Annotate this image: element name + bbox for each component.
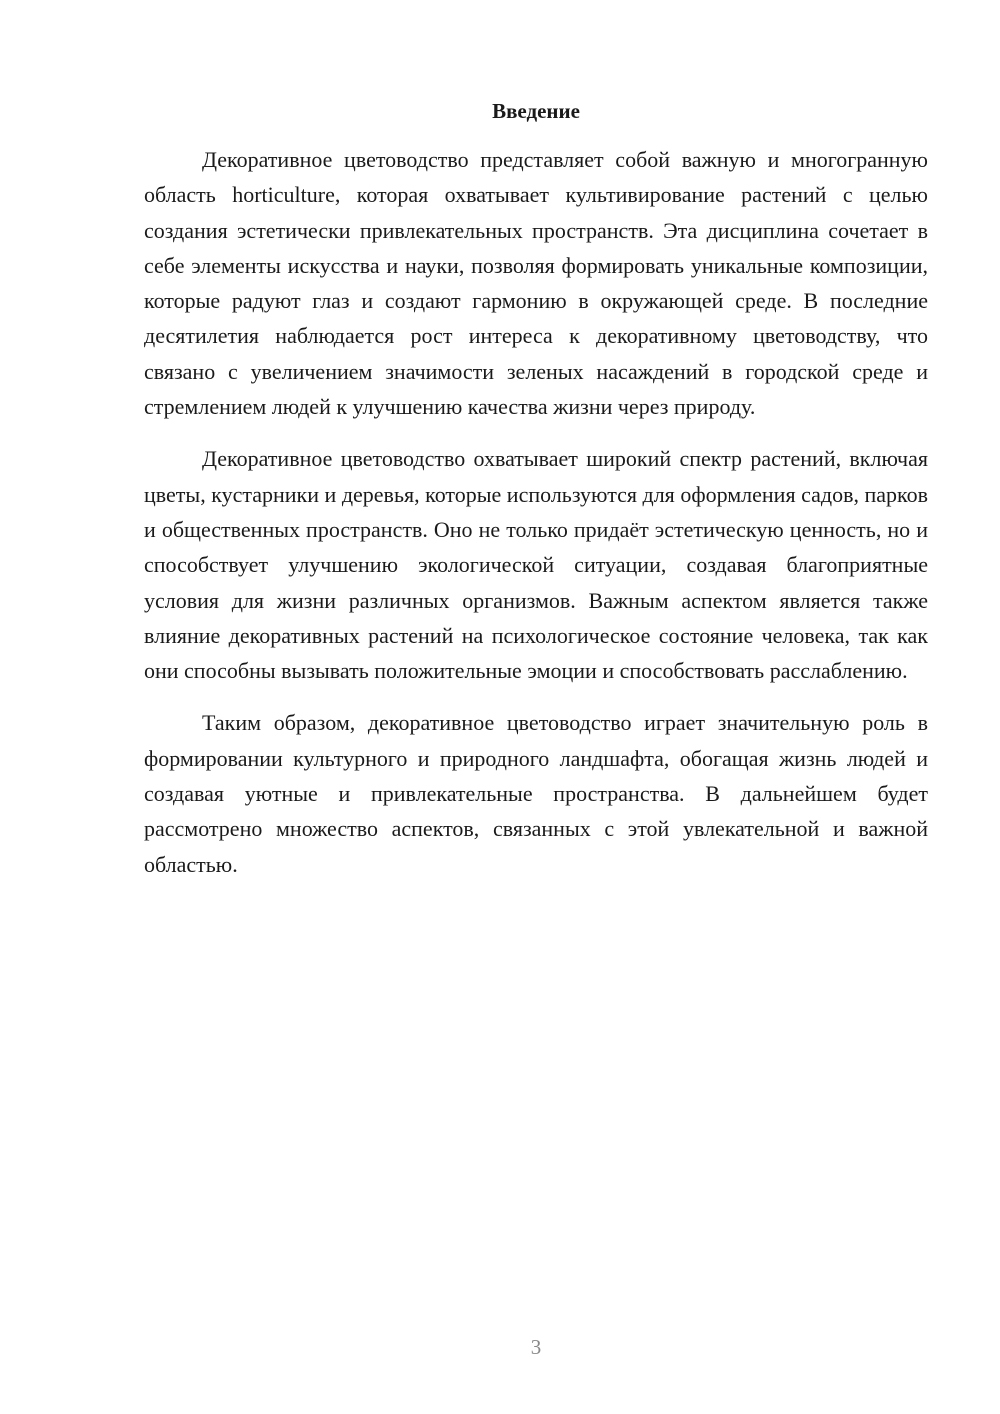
page-number: 3 — [530, 1335, 542, 1359]
paragraph-3: Таким образом, декоративное цветоводство играет значительную роль в формировании культурного и природного ландшафта, обогащая жизнь людей и создавая уютные и привлекательные пространства. В дальнейшем будет рассмотрено множество аспектов, связанных с этой увлекательной и важной областью. — [144, 710, 928, 877]
body-text — [144, 142, 928, 899]
paragraph-1: Декоративное цветоводство представляет собой важную и многогранную область horticulture, которая охватывает культивирование растений с целью создания эстетически привлекательных пространств. Эта дисциплина сочетает в себе элементы искусства и науки, позволяя формировать уникальные композиции, которые радуют глаз и создают гармонию в окружающей среде. В последние десятилетия наблюдается рост интереса к декоративному цветоводству, что связано с увеличением значимости зеленых насаждений в городской среде и стремлением людей к улучшению качества жизни через природу. — [144, 147, 928, 420]
paragraph-2: Декоративное цветоводство охватывает широкий спектр растений, включая цветы, кустарники и деревья, которые используются для оформления садов, парков и общественных пространств. Оно не только придаёт эстетическую ценность, но и способствует улучшению экологической ситуации, создавая благоприятные условия для жизни различных организмов. Важным аспектом является также влияние декоративных растений на психологическое состояние человека, так как они способны вызывать положительные эмоции и способствовать расслаблению. — [144, 446, 928, 684]
section-title: Введение — [492, 99, 580, 123]
